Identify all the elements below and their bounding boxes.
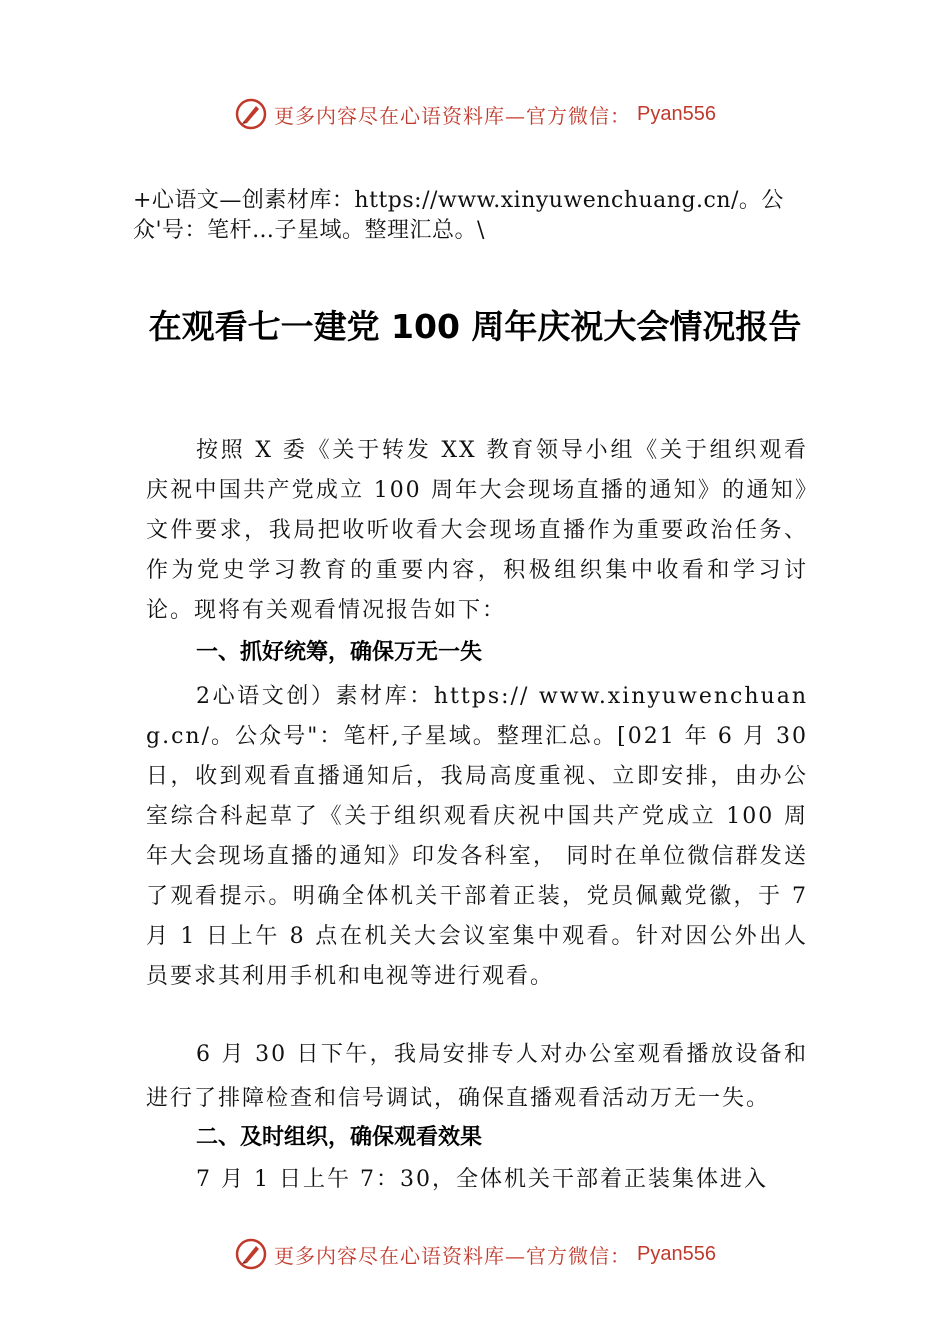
banner-wechat-id: Pyan556 (637, 102, 716, 125)
banner-text: 更多内容尽在心语资料库—官方微信： (274, 1243, 632, 1268)
intro-paragraph: 按照 X 委《关于转发 XX 教育领导小组《关于组织观看庆祝中国共产党成立 100 周年大会现场直播的通知》的通知》文件要求，我局把收听收看大会现场直播作为重要政治任务、作为党史学习教育的重要内容，积极组织集中收看和学习讨论。现将有关观看情况报告如下： (146, 438, 808, 623)
pen-logo-icon (234, 97, 268, 131)
footer-banner (0, 1234, 950, 1274)
banner-wechat-id: Pyan556 (637, 1242, 716, 1265)
pen-logo-icon (234, 1237, 268, 1271)
header-banner (0, 94, 950, 134)
section-heading-1: 一、抓好统筹，确保万无一失 (196, 640, 483, 665)
banner-text: 更多内容尽在心语资料库—官方微信： (274, 103, 632, 128)
document-title: 在观看七一建党 100 周年庆祝大会情况报告 (148, 307, 802, 346)
section-heading-2: 二、及时组织，确保观看效果 (196, 1125, 483, 1150)
source-note: +心语文—创素材库：https://www.xinyuwenchuang.cn/。公众'号：笔杆…子星域。整理汇总。\ (133, 188, 784, 243)
section1-paragraph-2: 6 月 30 日下午，我局安排专人对办公室观看播放设备和进行了排障检查和信号调试，确保直播观看活动万无一失。 (146, 1042, 808, 1111)
section2-paragraph-1: 7 月 1 日上午 7：30，全体机关干部着正装集体进入 (196, 1167, 768, 1192)
section1-paragraph-1: 2心语文创）素材库：https:// www.xinyuwenchuang.cn/。公众号"：笔杆,子星域。整理汇总。[021 年 6 月 30 日，收到观看直播通知后，我局高度重视、立即安排，由办公室综合科起草了《关于组织观看庆祝中国共产党成立 100 周年大会现场直播的通知》印发各科室， 同时在单位微信群发送了观看提示。明确全体机关干部着正装，党员佩戴党徽，于 7 月 1 日上午 8 点在机关大会议室集中观看。针对因公外出人员要求其利用手机和电视等进行观看。 (146, 684, 808, 989)
